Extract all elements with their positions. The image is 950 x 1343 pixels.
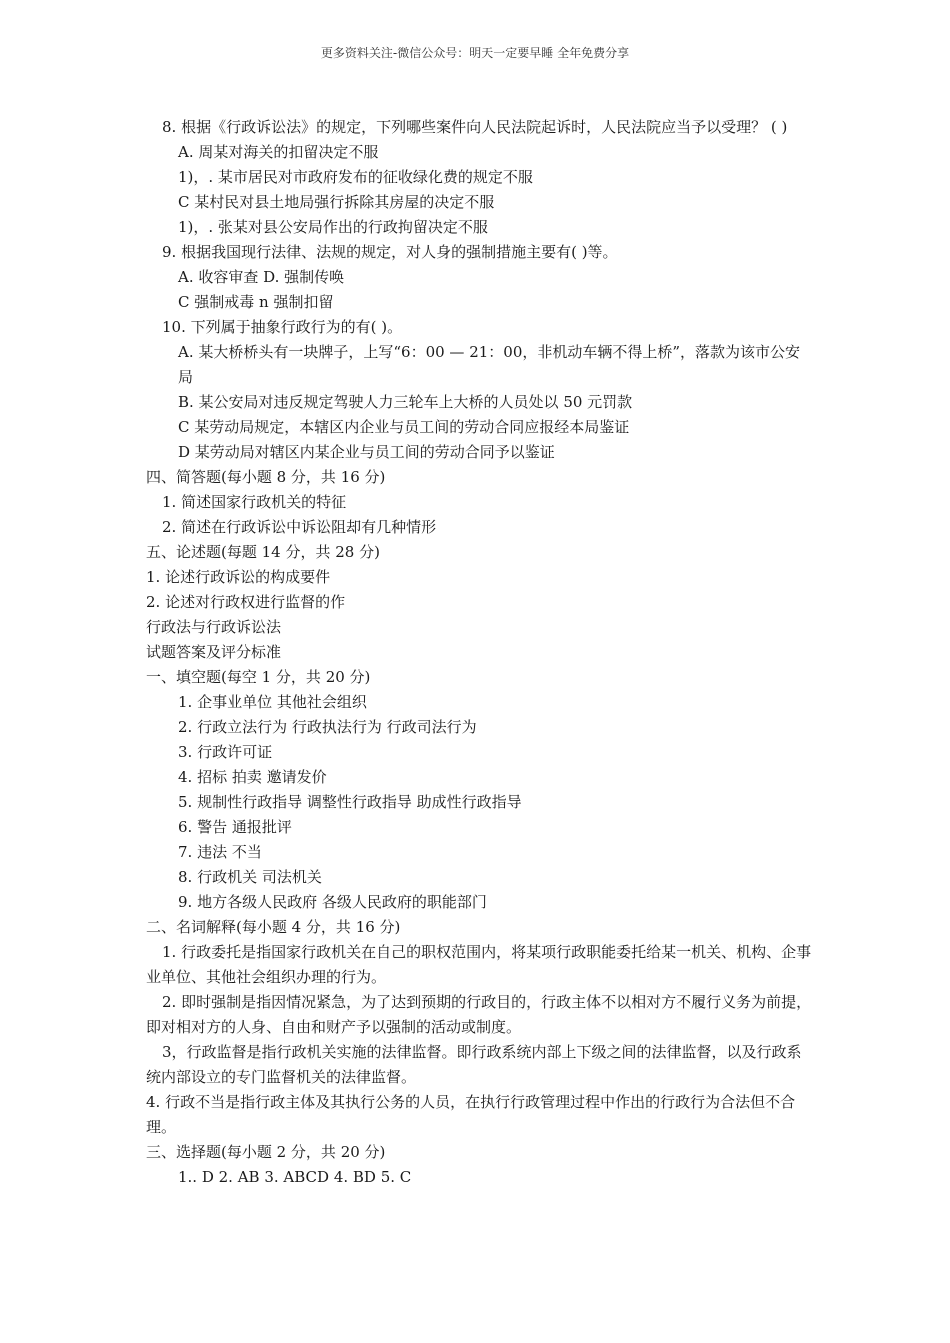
text-line: 四、简答题(每小题 8 分，共 16 分) bbox=[146, 468, 386, 486]
text-line: 3，行政监督是指行政机关实施的法律监督。即行政系统内部上下级之间的法律监督，以及行政系统内部设立的专门监督机关的法律监督。 bbox=[146, 1043, 802, 1086]
document-body bbox=[146, 115, 814, 1190]
text-line: 2. 论述对行政权进行监督的作 bbox=[146, 593, 346, 611]
text-line: 4. 招标 拍卖 邀请发价 bbox=[178, 768, 327, 786]
text-line: 10. 下列属于抽象行政行为的有( )。 bbox=[162, 318, 403, 336]
text-line: 5. 规制性行政指导 调整性行政指导 助成性行政指导 bbox=[178, 793, 522, 811]
text-line: 1. 企事业单位 其他社会组织 bbox=[178, 693, 367, 711]
text-line: 6. 警告 通报批评 bbox=[178, 818, 292, 836]
text-line: 2. 行政立法行为 行政执法行为 行政司法行为 bbox=[178, 718, 477, 736]
text-line: 1. 简述国家行政机关的特征 bbox=[162, 493, 347, 511]
text-line: D 某劳动局对辖区内某企业与员工间的劳动合同予以鉴证 bbox=[178, 443, 555, 461]
text-line: 4. 行政不当是指行政主体及其执行公务的人员，在执行行政管理过程中作出的行政行为合法但不合理。 bbox=[146, 1093, 796, 1136]
text-line: 1)，. 张某对县公安局作出的行政拘留决定不服 bbox=[178, 218, 488, 236]
text-line: 一、填空题(每空 1 分，共 20 分) bbox=[146, 668, 371, 686]
text-line: 9. 根据我国现行法律、法规的规定，对人身的强制措施主要有( )等。 bbox=[162, 243, 618, 261]
text-line: 五、论述题(每题 14 分，共 28 分) bbox=[146, 543, 380, 561]
text-line: B. 某公安局对违反规定驾驶人力三轮车上大桥的人员处以 50 元罚款 bbox=[178, 393, 633, 411]
text-line: 9. 地方各级人民政府 各级人民政府的职能部门 bbox=[178, 893, 487, 911]
text-line: 1. 论述行政诉讼的构成要件 bbox=[146, 568, 331, 586]
text-line: 3. 行政许可证 bbox=[178, 743, 273, 761]
text-line: 行政法与行政诉讼法 bbox=[146, 618, 282, 636]
text-line: 三、选择题(每小题 2 分，共 20 分) bbox=[146, 1143, 386, 1161]
text-line: 2. 简述在行政诉讼中诉讼阻却有几种情形 bbox=[162, 518, 437, 536]
text-line: 8. 行政机关 司法机关 bbox=[178, 868, 322, 886]
text-line: 试题答案及评分标准 bbox=[146, 643, 282, 661]
text-line: 1.. D 2. AB 3. ABCD 4. BD 5. C bbox=[178, 1168, 412, 1186]
text-line: A. 某大桥桥头有一块牌子，上写“6：00 — 21：00，非机动车辆不得上桥”，落款为该市公安局 bbox=[178, 343, 801, 386]
text-line: C 某劳动局规定，本辖区内企业与员工间的劳动合同应报经本局鉴证 bbox=[178, 418, 630, 436]
text-line: C 某村民对县土地局强行拆除其房屋的决定不服 bbox=[178, 193, 495, 211]
text-line: 7. 违法 不当 bbox=[178, 843, 262, 861]
text-line: 1)，. 某市居民对市政府发布的征收绿化费的规定不服 bbox=[178, 168, 533, 186]
page-header: 更多资料关注-微信公众号：明天一定要早睡 全年免费分享 bbox=[320, 46, 630, 60]
text-line: 二、名词解释(每小题 4 分，共 16 分) bbox=[146, 918, 401, 936]
text-line: 1. 行政委托是指国家行政机关在自己的职权范围内，将某项行政职能委托给某一机关、机构、企事业单位、其他社会组织办理的行为。 bbox=[146, 943, 812, 986]
text-line: A. 收容审查 D. 强制传唤 bbox=[178, 268, 345, 286]
text-line: C 强制戒毒 n 强制扣留 bbox=[178, 293, 334, 311]
text-line: A. 周某对海关的扣留决定不服 bbox=[178, 143, 379, 161]
text-line: 8. 根据《行政诉讼法》的规定，下列哪些案件向人民法院起诉时，人民法院应当予以受理？ ( ) bbox=[162, 118, 788, 136]
text-line: 2. 即时强制是指因情况紧急，为了达到预期的行政目的，行政主体不以相对方不履行义务为前提，即对相对方的人身、自由和财产予以强制的活动或制度。 bbox=[146, 993, 812, 1036]
